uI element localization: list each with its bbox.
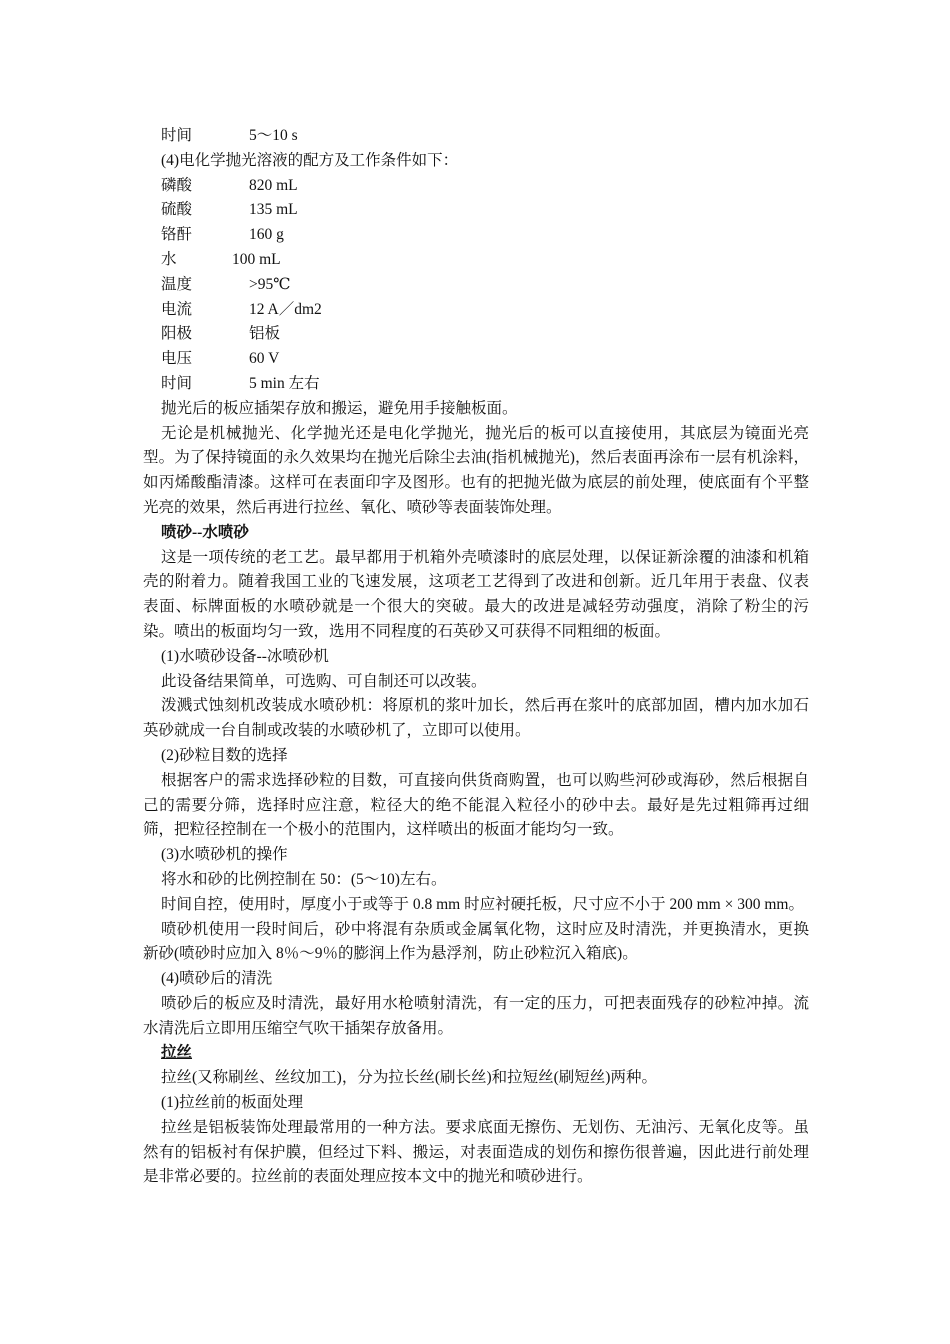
subsection-title: (2)砂粒目数的选择 [161, 746, 288, 764]
paragraph: 拉丝(又称刷丝、丝纹加工)，分为拉长丝(刷长丝)和拉短丝(刷短丝)两种。 [161, 1069, 657, 1087]
section-heading-brushing: 拉丝 [161, 1044, 193, 1062]
spec-label: 时间 [161, 374, 193, 392]
spec-label: 硫酸 [161, 201, 193, 219]
spec-row-sulfuric-acid [143, 198, 809, 223]
paragraph: 将水和砂的比例控制在 50：(5～10)左右。 [161, 870, 447, 888]
spec-row-phosphoric-acid [143, 174, 809, 199]
spec-label: 时间 [161, 127, 193, 144]
spec-row-water [143, 248, 809, 273]
spec-row-voltage [143, 347, 809, 372]
spec-row-current [143, 298, 809, 323]
paragraph: 此设备结果简单，可选购、可自制还可以改装。 [161, 672, 487, 690]
subsection-title: (3)水喷砂机的操作 [161, 846, 288, 864]
subsection-title: (1)拉丝前的板面处理 [161, 1094, 304, 1112]
spec-row-anode [143, 322, 809, 347]
paragraph: 泼溅式蚀刻机改装成水喷砂机：将原机的浆叶加长，然后再在浆叶的底部加固，槽内加水加石英砂就成一台自制或改装的水喷砂机了，立即可以使用。 [143, 697, 809, 740]
spec-value: 160 g [249, 226, 284, 244]
document-body [143, 124, 809, 1190]
spec-row-time-top [143, 124, 809, 149]
spec-value: 铝板 [249, 325, 281, 343]
spec-label: 阳极 [161, 325, 193, 343]
spec-row-temperature [143, 273, 809, 298]
spec-value: >95℃ [249, 275, 291, 293]
spec-value: 12 A／dm2 [249, 300, 322, 318]
spec-label: 温度 [161, 275, 193, 293]
paragraph: 这是一项传统的老工艺。最早都用于机箱外壳喷漆时的底层处理，以保证新涂覆的油漆和机箱壳的附着力。随着我国工业的飞速发展，这项老工艺得到了改进和创新。近几年用于表盘、仪表表面、标牌面板的水喷砂就是一个很大的突破。最大的改进是减轻劳动强度，消除了粉尘的污染。喷出的板面均匀一致，选用不同程度的石英砂又可获得不同粗细的板面。 [143, 548, 809, 640]
section-4-title: (4)电化学抛光溶液的配方及工作条件如下： [161, 151, 459, 169]
paragraph: 根据客户的需求选择砂粒的目数，可直接向供货商购置，也可以购些河砂或海砂，然后根据自己的需要分筛，选择时应注意，粒径大的绝不能混入粒径小的砂中去。最好是先过粗筛再过细筛，把粒径控制在一个极小的范围内，这样喷出的板面才能均匀一致。 [143, 771, 809, 839]
spec-value: 60 V [249, 350, 280, 368]
spec-value: 5～10 s [249, 127, 298, 144]
spec-value: 100 mL [232, 250, 281, 268]
spec-label: 水 [161, 250, 177, 268]
paragraph: 时间自控，使用时，厚度小于或等于 0.8 mm 时应衬硬托板，尺寸应不小于 200 mm × 300 mm。 [161, 895, 804, 913]
section-heading-sandblasting: 喷砂--水喷砂 [161, 523, 249, 541]
subsection-title: (4)喷砂后的清洗 [161, 970, 273, 988]
spec-row-time [143, 372, 809, 397]
subsection-title: (1)水喷砂设备--冰喷砂机 [161, 647, 329, 665]
paragraph: 抛光后的板应插架存放和搬运，避免用手接触板面。 [161, 399, 518, 417]
spec-value: 5 min 左右 [249, 374, 320, 392]
paragraph: 喷砂后的板应及时清洗，最好用水枪喷射清洗，有一定的压力，可把表面残存的砂粒冲掉。流水清洗后立即用压缩空气吹干插架存放备用。 [143, 994, 809, 1037]
paragraph: 喷砂机使用一段时间后，砂中将混有杂质或金属氧化物，这时应及时清洗，并更换清水，更换新砂(喷砂时应加入 8％～9％的膨润上作为悬浮剂，防止砂粒沉入箱底)。 [143, 920, 809, 963]
spec-value: 820 mL [249, 176, 298, 194]
spec-value: 135 mL [249, 201, 298, 219]
paragraph: 无论是机械抛光、化学抛光还是电化学抛光，抛光后的板可以直接使用，其底层为镜面光亮型。为了保持镜面的永久效果均在抛光后除尘去油(指机械抛光)，然后表面再涂布一层有机涂料，如丙烯酸酯清漆。这样可在表面印字及图形。也有的把抛光做为底层的前处理，使底面有个平整光亮的效果，然后再进行拉丝、氧化、喷砂等表面装饰处理。 [143, 424, 809, 516]
spec-label: 电流 [161, 300, 193, 318]
spec-row-chromic-anhydride [143, 223, 809, 248]
spec-label: 铬酐 [161, 226, 193, 244]
paragraph: 拉丝是铝板装饰处理最常用的一种方法。要求底面无擦伤、无划伤、无油污、无氧化皮等。虽然有的铝板衬有保护膜，但经过下料、搬运，对表面造成的划伤和擦伤很普遍，因此进行前处理是非常必要的。拉丝前的表面处理应按本文中的抛光和喷砂进行。 [143, 1118, 809, 1186]
spec-label: 电压 [161, 350, 193, 368]
spec-label: 磷酸 [161, 176, 193, 194]
